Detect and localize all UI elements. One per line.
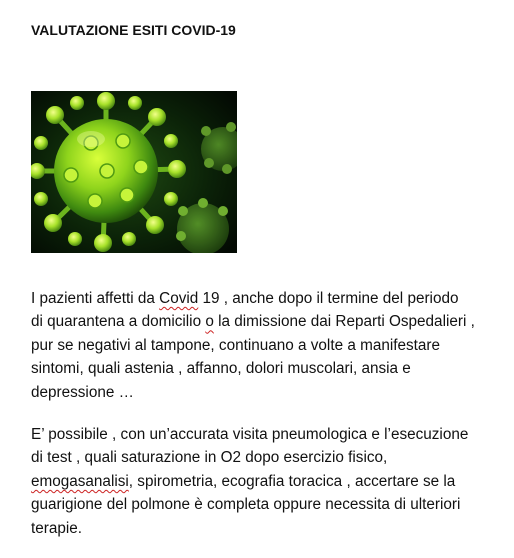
coronavirus-image <box>31 91 237 253</box>
paragraph-tests <box>31 423 506 540</box>
spellcheck-word: o <box>205 313 214 331</box>
text-run: I pazienti affetti da <box>31 290 160 307</box>
text-run: , spirometria, ecografia toracica , accertare se la <box>128 472 456 490</box>
paragraph-line: E’ possibile , con un’accurata visita pneumologica e l’esecuzione <box>31 426 469 443</box>
paragraph-line: terapie. <box>31 519 83 537</box>
spellcheck-word: emogasanalisi <box>31 472 129 490</box>
text-run: di quarantena a domicilio <box>31 313 206 331</box>
paragraph-line: sintomi, quali astenia , affanno, dolori muscolari, ansia e <box>31 360 411 378</box>
paragraph-line: depressione … <box>31 383 134 401</box>
paragraph-line: di test , quali saturazione in O2 dopo esercizio fisico, <box>31 449 388 467</box>
paragraph-line: pur se negativi al tampone, continuano a volte a manifestare <box>31 336 441 354</box>
text-run: la dimissione dai Reparti Ospedalieri , <box>213 313 475 331</box>
paragraph-line <box>31 310 506 333</box>
paragraph-line: guarigione del polmone è completa oppure necessita di ulteriori <box>31 496 461 514</box>
document-title: VALUTAZIONE ESITI COVID-19 <box>31 22 236 38</box>
paragraph-line <box>31 470 506 493</box>
paragraph-line <box>31 287 506 310</box>
text-run: 19 , anche dopo il termine del periodo <box>198 290 459 307</box>
spellcheck-word: Covid <box>159 290 199 307</box>
coronavirus-illustration <box>31 91 237 253</box>
paragraph-intro <box>31 287 506 404</box>
